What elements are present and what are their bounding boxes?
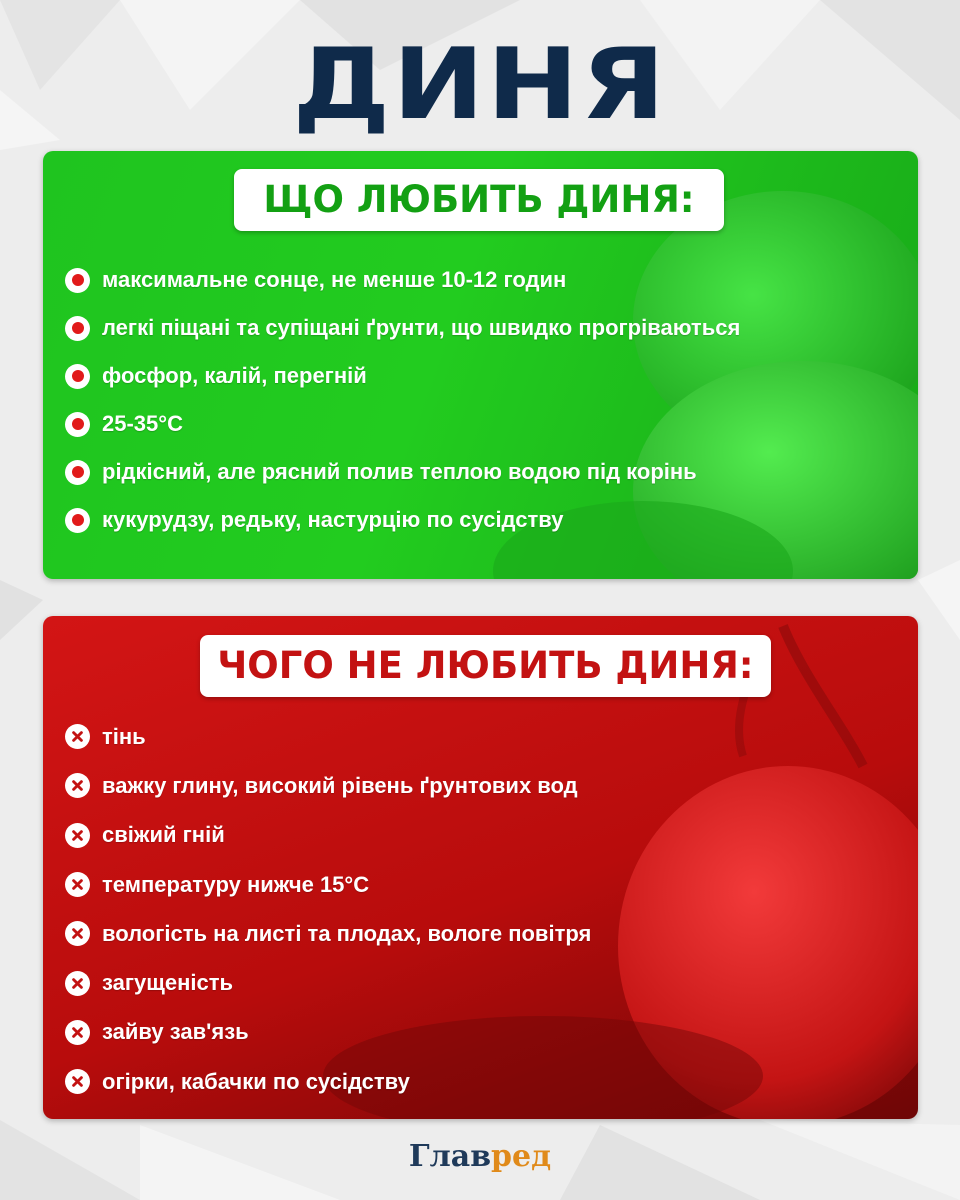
red-dot-icon: [65, 364, 90, 389]
likes-heading: ЩО ЛЮБИТЬ ДИНЯ:: [234, 169, 724, 231]
list-item: [65, 761, 591, 810]
list-item-text: 25-35°C: [102, 411, 183, 436]
list-item: [65, 1008, 591, 1057]
list-item-text: температуру нижче 15°C: [102, 871, 370, 897]
list-item: [65, 496, 740, 544]
red-dot-icon: [65, 268, 90, 293]
list-item-text: важку глину, високий рівень ґрунтових вод: [102, 772, 578, 798]
list-item: [65, 909, 591, 958]
list-item-text: максимальне сонце, не менше 10-12 годин: [102, 267, 567, 292]
x-mark-icon: [65, 724, 90, 749]
list-item: [65, 811, 591, 860]
list-item: [65, 860, 591, 909]
red-dot-icon: [65, 412, 90, 437]
list-item: [65, 256, 740, 304]
list-item-text: фосфор, калій, перегній: [102, 363, 367, 388]
dislikes-list: [65, 712, 591, 1106]
list-item-text: кукурудзу, редьку, настурцію по сусідству: [102, 507, 564, 532]
red-dot-icon: [65, 460, 90, 485]
likes-panel: [43, 151, 918, 579]
brand-logo-part2: ред: [491, 1139, 552, 1174]
list-item: [65, 712, 591, 761]
x-mark-icon: [65, 1069, 90, 1094]
brand-logo-part1: Глав: [408, 1139, 492, 1174]
list-item: [65, 304, 740, 352]
list-item-text: легкі піщані та супіщані ґрунти, що швидко прогріваються: [102, 315, 741, 340]
brand-logo: [380, 1137, 580, 1177]
list-item: [65, 352, 740, 400]
x-mark-icon: [65, 872, 90, 897]
list-item: [65, 958, 591, 1007]
x-mark-icon: [65, 921, 90, 946]
dislikes-heading: ЧОГО НЕ ЛЮБИТЬ ДИНЯ:: [200, 635, 771, 697]
red-dot-icon: [65, 508, 90, 533]
list-item: [65, 448, 740, 496]
list-item-text: зайву зав'язь: [102, 1019, 249, 1045]
likes-list: [65, 256, 740, 544]
x-mark-icon: [65, 1020, 90, 1045]
list-item-text: тінь: [102, 723, 146, 749]
list-item-text: огірки, кабачки по сусідству: [102, 1068, 410, 1094]
list-item-text: загущеність: [102, 970, 234, 996]
list-item-text: вологість на листі та плодах, вологе повітря: [102, 920, 592, 946]
red-dot-icon: [65, 316, 90, 341]
x-mark-icon: [65, 971, 90, 996]
x-mark-icon: [65, 823, 90, 848]
dislikes-panel: [43, 616, 918, 1119]
list-item-text: свіжий гній: [102, 822, 225, 848]
x-mark-icon: [65, 773, 90, 798]
list-item: [65, 1057, 591, 1106]
list-item: [65, 400, 740, 448]
list-item-text: рідкісний, але рясний полив теплою водою під корінь: [102, 459, 697, 484]
page-title: ДИНЯ: [292, 28, 668, 142]
